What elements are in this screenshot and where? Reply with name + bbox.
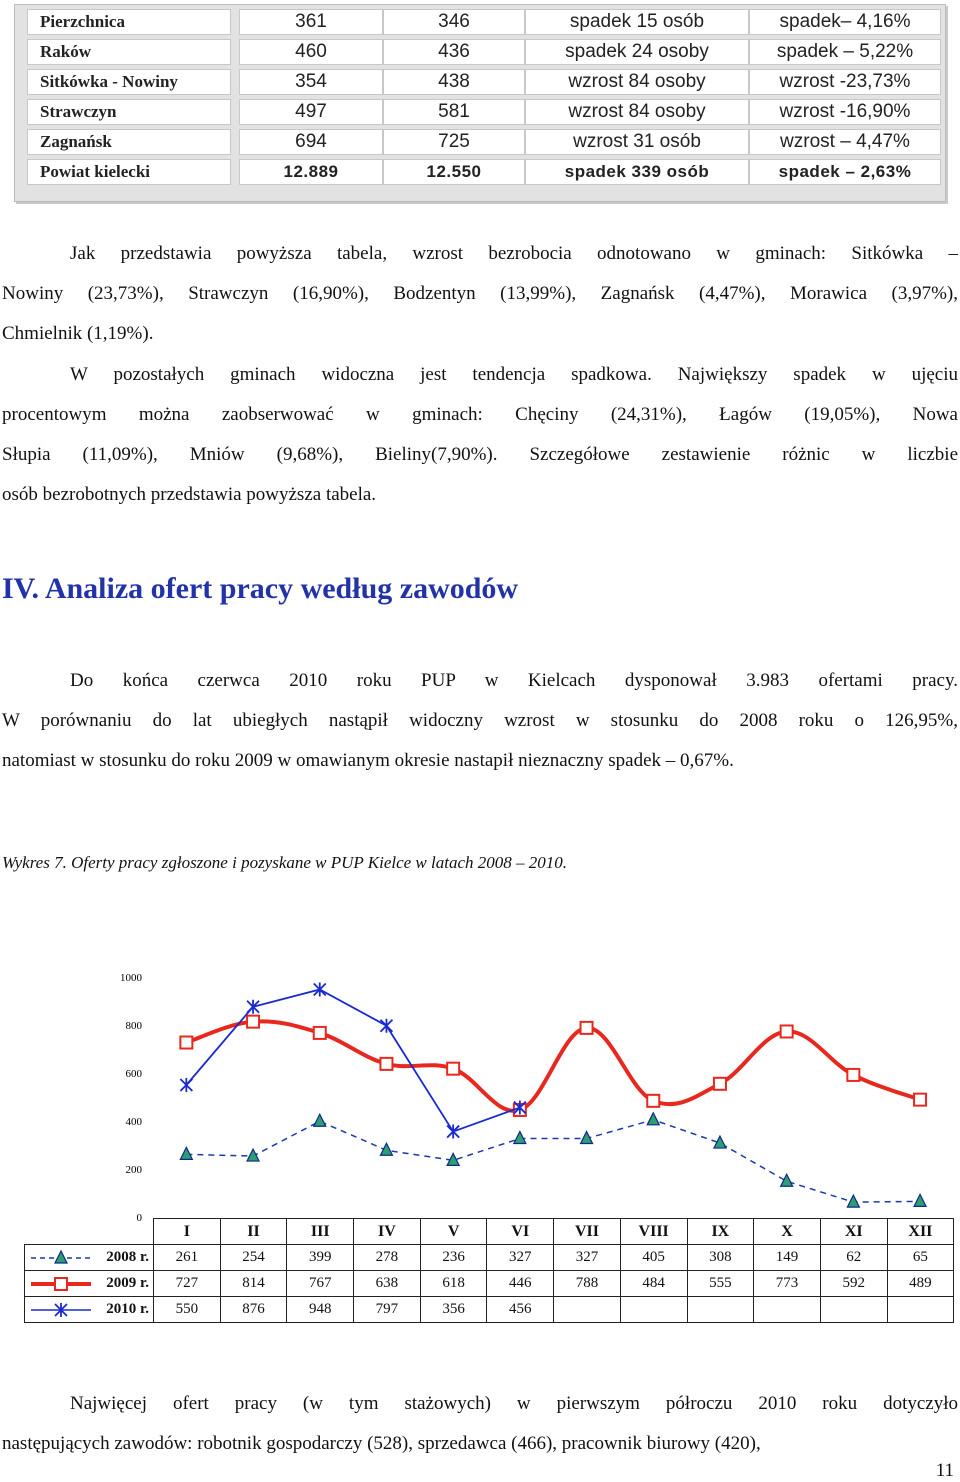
table-cell-v2009: 354 xyxy=(239,69,383,95)
table-cell-v2010: 581 xyxy=(383,99,525,125)
table-cell-v2009: 497 xyxy=(239,99,383,125)
series-line-2010 xyxy=(186,989,519,1131)
table-cell-change: spadek 339 osób xyxy=(525,159,749,185)
table-cell-name: Strawczyn xyxy=(27,99,231,125)
point-2009-IX xyxy=(714,1078,726,1090)
text-line: procentowym można zaobserwować w gminach: Chęciny (24,31%), Łagów (19,05%), Nowa xyxy=(2,404,958,425)
x-tick-label: VIII xyxy=(620,1219,687,1245)
text-line: Chmielnik (1,19%). xyxy=(2,323,154,344)
table-cell-pct: wzrost – 4,47% xyxy=(749,129,941,155)
data-value-cell: 876 xyxy=(220,1297,287,1323)
point-2010-V xyxy=(447,1125,459,1139)
point-2008-I xyxy=(180,1147,192,1159)
table-row xyxy=(27,129,937,155)
text-line: Do końca czerwca 2010 roku PUP w Kielcach dysponował 3.983 ofertami pracy. xyxy=(70,670,958,691)
paragraph-unemployment-increase xyxy=(2,234,958,354)
data-value-cell: 446 xyxy=(487,1271,554,1297)
x-tick-label: I xyxy=(154,1219,221,1245)
data-value-cell: 236 xyxy=(420,1245,487,1271)
point-2010-II xyxy=(247,1000,259,1014)
chart-caption: Wykres 7. Oferty pracy zgłoszone i pozyskane w PUP Kielce w latach 2008 – 2010. xyxy=(2,853,568,872)
data-value-cell: 592 xyxy=(820,1271,887,1297)
data-value-cell: 638 xyxy=(354,1271,421,1297)
data-value-cell: 308 xyxy=(687,1245,754,1271)
legend-label: 2010 r. xyxy=(106,1301,149,1317)
legend-key-2010 xyxy=(29,1300,93,1320)
table-cell-change: spadek 24 osoby xyxy=(525,39,749,65)
data-value-cell: 149 xyxy=(754,1245,821,1271)
text-line: W porównaniu do lat ubiegłych nastąpił widoczny wzrost w stosunku do 2008 roku o 126,95%, xyxy=(2,710,958,731)
text-line: Nowiny (23,73%), Strawczyn (16,90%), Bodzentyn (13,99%), Zagnańsk (4,47%), Morawica (3,97%), xyxy=(2,283,958,304)
point-2008-XI xyxy=(847,1195,859,1207)
paragraph-job-offers xyxy=(2,661,958,781)
text-line: następujących zawodów: robotnik gospodarczy (528), sprzedawca (466), pracownik biurowy (420), xyxy=(2,1433,761,1454)
y-tick-label: 600 xyxy=(125,1068,142,1080)
data-value-cell: 62 xyxy=(820,1245,887,1271)
point-2009-V xyxy=(447,1063,459,1075)
table-cell-name: Raków xyxy=(27,39,231,65)
text-line: Najwięcej ofert pracy (w tym stażowych) w pierwszym półroczu 2010 roku dotyczyło xyxy=(70,1393,958,1414)
data-value-cell xyxy=(887,1297,954,1323)
data-value-cell xyxy=(754,1297,821,1323)
point-2008-X xyxy=(781,1174,793,1186)
data-value-cell: 261 xyxy=(154,1245,221,1271)
y-tick-label: 800 xyxy=(125,1020,142,1032)
point-2009-III xyxy=(314,1027,326,1039)
table-cell-change: wzrost 84 osoby xyxy=(525,99,749,125)
point-2009-II xyxy=(247,1016,259,1028)
table-cell-name: Sitkówka - Nowiny xyxy=(27,69,231,95)
series-line-2008 xyxy=(186,1120,920,1202)
legend-key-2008 xyxy=(29,1248,93,1268)
table-cell-v2009: 361 xyxy=(239,9,383,35)
table-row xyxy=(27,39,937,65)
x-tick-label: VI xyxy=(487,1219,554,1245)
point-2009-IV xyxy=(380,1058,392,1070)
table-cell-v2010: 346 xyxy=(383,9,525,35)
y-tick-label: 200 xyxy=(125,1164,142,1176)
legend-row xyxy=(25,1271,954,1297)
x-tick-label: IV xyxy=(354,1219,421,1245)
point-2009-XII xyxy=(914,1094,926,1106)
data-value-cell: 727 xyxy=(154,1271,221,1297)
x-tick-label: VII xyxy=(554,1219,621,1245)
legend-label: 2009 r. xyxy=(106,1275,149,1291)
x-tick-label: II xyxy=(220,1219,287,1245)
legend-entry xyxy=(25,1245,154,1271)
x-tick-label: XII xyxy=(887,1219,954,1245)
table-row xyxy=(27,9,937,35)
text-line: natomiast w stosunku do roku 2009 w omawianym okresie nastapił nieznaczny spadek – 0,67%. xyxy=(2,750,734,771)
chart-data-table xyxy=(24,1218,954,1323)
x-tick-label: V xyxy=(420,1219,487,1245)
data-value-cell: 814 xyxy=(220,1271,287,1297)
table-cell-v2010: 725 xyxy=(383,129,525,155)
point-2008-II xyxy=(247,1149,259,1161)
table-cell-name: Zagnańsk xyxy=(27,129,231,155)
table-cell-v2010: 436 xyxy=(383,39,525,65)
table-cell-pct: wzrost -16,90% xyxy=(749,99,941,125)
table-row xyxy=(27,159,937,185)
point-2009-I xyxy=(180,1037,192,1049)
data-value-cell xyxy=(820,1297,887,1323)
x-tick-label: X xyxy=(754,1219,821,1245)
table-cell-change: spadek 15 osób xyxy=(525,9,749,35)
data-value-cell: 773 xyxy=(754,1271,821,1297)
text-line: Jak przedstawia powyższa tabela, wzrost bezrobocia odnotowano w gminach: Sitkówka – xyxy=(70,243,958,264)
data-value-cell: 948 xyxy=(287,1297,354,1323)
point-2010-I xyxy=(180,1078,192,1092)
table-row xyxy=(27,99,937,125)
table-cell-pct: spadek– 4,16% xyxy=(749,9,941,35)
table-row xyxy=(27,69,937,95)
paragraph-top-occupations xyxy=(2,1384,958,1464)
data-value-cell: 767 xyxy=(287,1271,354,1297)
table-cell-v2009: 694 xyxy=(239,129,383,155)
page-number: 11 xyxy=(935,1460,954,1481)
table-cell-pct: spadek – 5,22% xyxy=(749,39,941,65)
data-value-cell xyxy=(620,1297,687,1323)
table-cell-v2010: 438 xyxy=(383,69,525,95)
data-value-cell: 65 xyxy=(887,1245,954,1271)
point-2009-XI xyxy=(847,1069,859,1081)
unemployment-table xyxy=(14,4,946,202)
point-2008-VI xyxy=(514,1132,526,1144)
point-2008-IV xyxy=(380,1143,392,1155)
x-tick-label: XI xyxy=(820,1219,887,1245)
table-cell-v2010: 12.550 xyxy=(383,159,525,185)
data-value-cell: 456 xyxy=(487,1297,554,1323)
legend-label: 2008 r. xyxy=(106,1249,149,1265)
y-tick-label: 0 xyxy=(136,1212,142,1224)
point-2009-X xyxy=(781,1025,793,1037)
x-tick-label: IX xyxy=(687,1219,754,1245)
table-cell-change: wzrost 31 osób xyxy=(525,129,749,155)
data-value-cell: 327 xyxy=(554,1245,621,1271)
y-tick-label: 1000 xyxy=(120,972,142,984)
table-cell-name: Pierzchnica xyxy=(27,9,231,35)
legend-key-2009 xyxy=(29,1274,93,1294)
data-value-cell: 618 xyxy=(420,1271,487,1297)
data-value-cell: 484 xyxy=(620,1271,687,1297)
table-cell-name: Powiat kielecki xyxy=(27,159,231,185)
table-corner xyxy=(25,1219,154,1245)
job-offers-chart xyxy=(0,940,960,1340)
table-cell-v2009: 460 xyxy=(239,39,383,65)
point-2010-IV xyxy=(380,1019,392,1033)
data-value-cell: 278 xyxy=(354,1245,421,1271)
data-value-cell: 489 xyxy=(887,1271,954,1297)
data-value-cell xyxy=(554,1297,621,1323)
table-cell-pct: wzrost -23,73% xyxy=(749,69,941,95)
text-line: W pozostałych gminach widoczna jest tendencja spadkowa. Największy spadek w ujęciu xyxy=(70,364,958,385)
point-2009-I xyxy=(55,1278,67,1290)
point-2009-VIII xyxy=(647,1095,659,1107)
paragraph-unemployment-decrease xyxy=(2,355,958,515)
data-value-cell: 327 xyxy=(487,1245,554,1271)
data-value-cell: 788 xyxy=(554,1271,621,1297)
data-value-cell: 399 xyxy=(287,1245,354,1271)
data-value-cell: 356 xyxy=(420,1297,487,1323)
point-2008-III xyxy=(314,1114,326,1126)
point-2008-XII xyxy=(914,1194,926,1206)
data-value-cell: 550 xyxy=(154,1297,221,1323)
point-2010-III xyxy=(314,982,326,996)
table-cell-change: wzrost 84 osoby xyxy=(525,69,749,95)
series-line-2009 xyxy=(186,1021,920,1111)
legend-row xyxy=(25,1297,954,1323)
text-line: Słupia (11,09%), Mniów (9,68%), Bieliny(7,90%). Szczegółowe zestawienie różnic w liczbie xyxy=(2,444,958,465)
x-tick-label: III xyxy=(287,1219,354,1245)
legend-entry xyxy=(25,1297,154,1323)
data-value-cell xyxy=(687,1297,754,1323)
y-tick-label: 400 xyxy=(125,1116,142,1128)
section-heading: IV. Analiza ofert pracy według zawodów xyxy=(2,572,519,605)
point-2008-VIII xyxy=(647,1113,659,1125)
data-value-cell: 555 xyxy=(687,1271,754,1297)
table-cell-v2009: 12.889 xyxy=(239,159,383,185)
data-value-cell: 254 xyxy=(220,1245,287,1271)
data-value-cell: 797 xyxy=(354,1297,421,1323)
point-2008-I xyxy=(55,1251,67,1263)
point-2009-VII xyxy=(581,1022,593,1034)
legend-row xyxy=(25,1245,954,1271)
data-value-cell: 405 xyxy=(620,1245,687,1271)
legend-entry xyxy=(25,1271,154,1297)
text-line: osób bezrobotnych przedstawia powyższa tabela. xyxy=(2,484,377,505)
table-cell-pct: spadek – 2,63% xyxy=(749,159,941,185)
